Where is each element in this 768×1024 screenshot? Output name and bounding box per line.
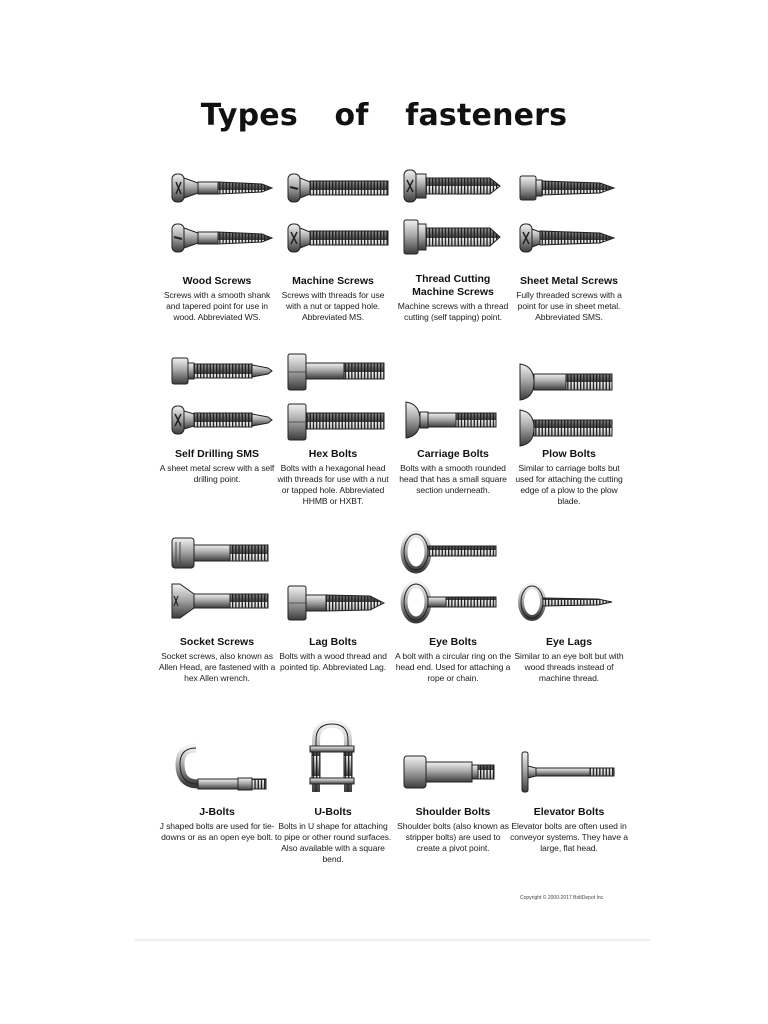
fastener-chart	[160, 142, 630, 912]
fastener-card-wood-screws	[158, 275, 276, 323]
fastener-name: Carriage Bolts	[417, 448, 489, 460]
fastener-name: U-Bolts	[314, 806, 352, 818]
fastener-description: Bolts with a hexagonal head with threads for use with a nut or tapped hole. Abbreviated HHMB or HXBT.	[277, 463, 389, 506]
fastener-card-lag-bolts	[274, 636, 392, 673]
fastener-name: Eye Bolts	[429, 636, 477, 648]
fastener-name: Shoulder Bolts	[415, 806, 491, 818]
fastener-name: Lag Bolts	[309, 636, 357, 648]
fastener-description: Shoulder bolts (also known as stripper bolts) are used to create a pivot point.	[397, 821, 509, 853]
fastener-name: Plow Bolts	[542, 448, 596, 460]
divider	[135, 939, 650, 941]
fastener-description: Similar to carriage bolts but used for attaching the cutting edge of a plow to the plow blade.	[515, 463, 623, 506]
fastener-description: Socket screws, also known as Allen Head, are fastened with a hex Allen wrench.	[158, 651, 276, 683]
fastener-name: Self Drilling SMS	[174, 448, 259, 460]
fastener-card-j-bolts	[158, 806, 276, 843]
fastener-description: Similar to an eye bolt but with wood threads instead of machine thread.	[514, 651, 624, 683]
page-title: Types of fasteners	[200, 98, 568, 133]
fastener-card-self-drilling-sms	[158, 448, 276, 485]
fastener-description: J shaped bolts are used for tie-downs or as an open eye bolt.	[159, 821, 275, 842]
fastener-card-hex-bolts	[274, 448, 392, 507]
fastener-card-sheet-metal-screws	[510, 275, 628, 323]
fastener-card-carriage-bolts	[394, 448, 512, 496]
fastener-name: Machine Screws	[292, 275, 374, 287]
fastener-card-eye-lags	[510, 636, 628, 684]
fastener-card-machine-screws	[274, 275, 392, 323]
fastener-description: Screws with threads for use with a nut or tapped hole. Abbreviated MS.	[281, 290, 385, 322]
fastener-name: Wood Screws	[182, 275, 252, 287]
fastener-card-eye-bolts	[394, 636, 512, 684]
fastener-description: Fully threaded screws with a point for use in sheet metal. Abbreviated SMS.	[516, 290, 622, 322]
fastener-description: Machine screws with a thread cutting (self tapping) point.	[397, 301, 509, 322]
fastener-description: Bolts with a smooth rounded head that has a small square section underneath.	[399, 463, 507, 495]
fastener-description: A bolt with a circular ring on the head end. Used for attaching a rope or chain.	[394, 651, 512, 683]
fastener-description: Bolts in U shape for attaching to pipe or other round surfaces. Also available with a square bend.	[274, 821, 392, 864]
fastener-card-thread-cutting-machine-screws	[394, 273, 512, 323]
fastener-name: Elevator Bolts	[533, 806, 605, 818]
fastener-card-shoulder-bolts	[394, 806, 512, 854]
fastener-card-plow-bolts	[510, 448, 628, 507]
fastener-name: Socket Screws	[179, 636, 255, 648]
fastener-description: A sheet metal screw with a self drilling point.	[159, 463, 275, 484]
fastener-card-elevator-bolts	[510, 806, 628, 854]
copyright-note: Copyright © 2000-2017 BoltDepot Inc.	[520, 895, 605, 901]
fastener-description: Elevator bolts are often used in conveyor systems. They have a large, flat head.	[510, 821, 628, 853]
fastener-name: Thread Cutting Machine Screws	[412, 273, 494, 298]
fastener-name: Hex Bolts	[308, 448, 358, 460]
fastener-card-u-bolts	[274, 806, 392, 865]
fastener-name: J-Bolts	[199, 806, 235, 818]
fastener-name: Eye Lags	[545, 636, 593, 648]
fastener-description: Screws with a smooth shank and tapered point for use in wood. Abbreviated WS.	[163, 290, 271, 322]
fastener-name: Sheet Metal Screws	[519, 275, 619, 287]
fastener-card-socket-screws	[158, 636, 276, 684]
fastener-description: Bolts with a wood thread and pointed tip. Abbreviated Lag.	[279, 651, 387, 672]
